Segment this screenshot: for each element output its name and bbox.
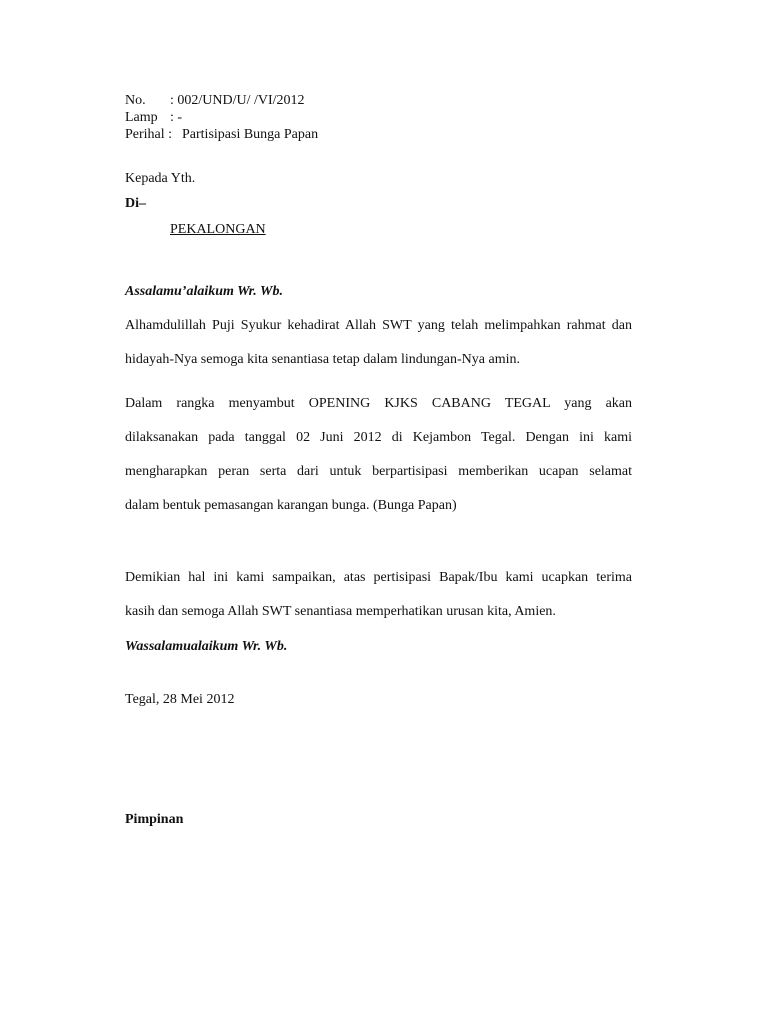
salam-open: Assalamu’alaikum Wr. Wb. <box>125 284 283 299</box>
lamp-label: Lamp <box>125 110 158 125</box>
paragraph-1 <box>125 318 632 368</box>
perihal-value: Partisipasi Bunga Papan <box>182 127 319 142</box>
paragraph-3 <box>125 570 632 620</box>
paragraph-2-line: Dalam rangka menyambut OPENING KJKS CABANG TEGAL yang akan <box>125 396 632 411</box>
paragraph-3-line: Demikian hal ini kami sampaikan, atas pertisipasi Bapak/Ibu kami ucapkan terima <box>125 570 632 585</box>
paragraph-3-line: kasih dan semoga Allah SWT senantiasa memperhatikan urusan kita, Amien. <box>125 604 556 619</box>
place-date: Tegal, 28 Mei 2012 <box>125 692 235 707</box>
paragraph-2-line: dalam bentuk pemasangan karangan bunga. (Bunga Papan) <box>125 498 457 513</box>
paragraph-2-line: dilaksanakan pada tanggal 02 Juni 2012 di Kejambon Tegal. Dengan ini kami <box>125 430 632 445</box>
perihal-label: Perihal : <box>125 127 173 142</box>
paragraph-1-line: hidayah-Nya semoga kita senantiasa tetap dalam lindungan-Nya amin. <box>125 352 520 367</box>
paragraph-2 <box>125 396 632 514</box>
recipient-greeting: Kepada Yth. <box>125 171 196 186</box>
paragraph-2-line: mengharapkan peran serta dari untuk berpartisipasi memberikan ucapan selamat <box>125 464 632 479</box>
lamp-value: : - <box>170 110 183 125</box>
no-label: No. <box>125 93 146 108</box>
no-value: : 002/UND/U/ /VI/2012 <box>170 93 305 108</box>
recipient-di: Di– <box>125 196 146 211</box>
paragraph-1-line: Alhamdulillah Puji Syukur kehadirat Allah SWT yang telah melimpahkan rahmat dan <box>125 318 632 333</box>
salam-close: Wassalamualaikum Wr. Wb. <box>125 639 288 654</box>
signatory: Pimpinan <box>125 812 184 827</box>
recipient-city: PEKALONGAN <box>170 222 266 237</box>
